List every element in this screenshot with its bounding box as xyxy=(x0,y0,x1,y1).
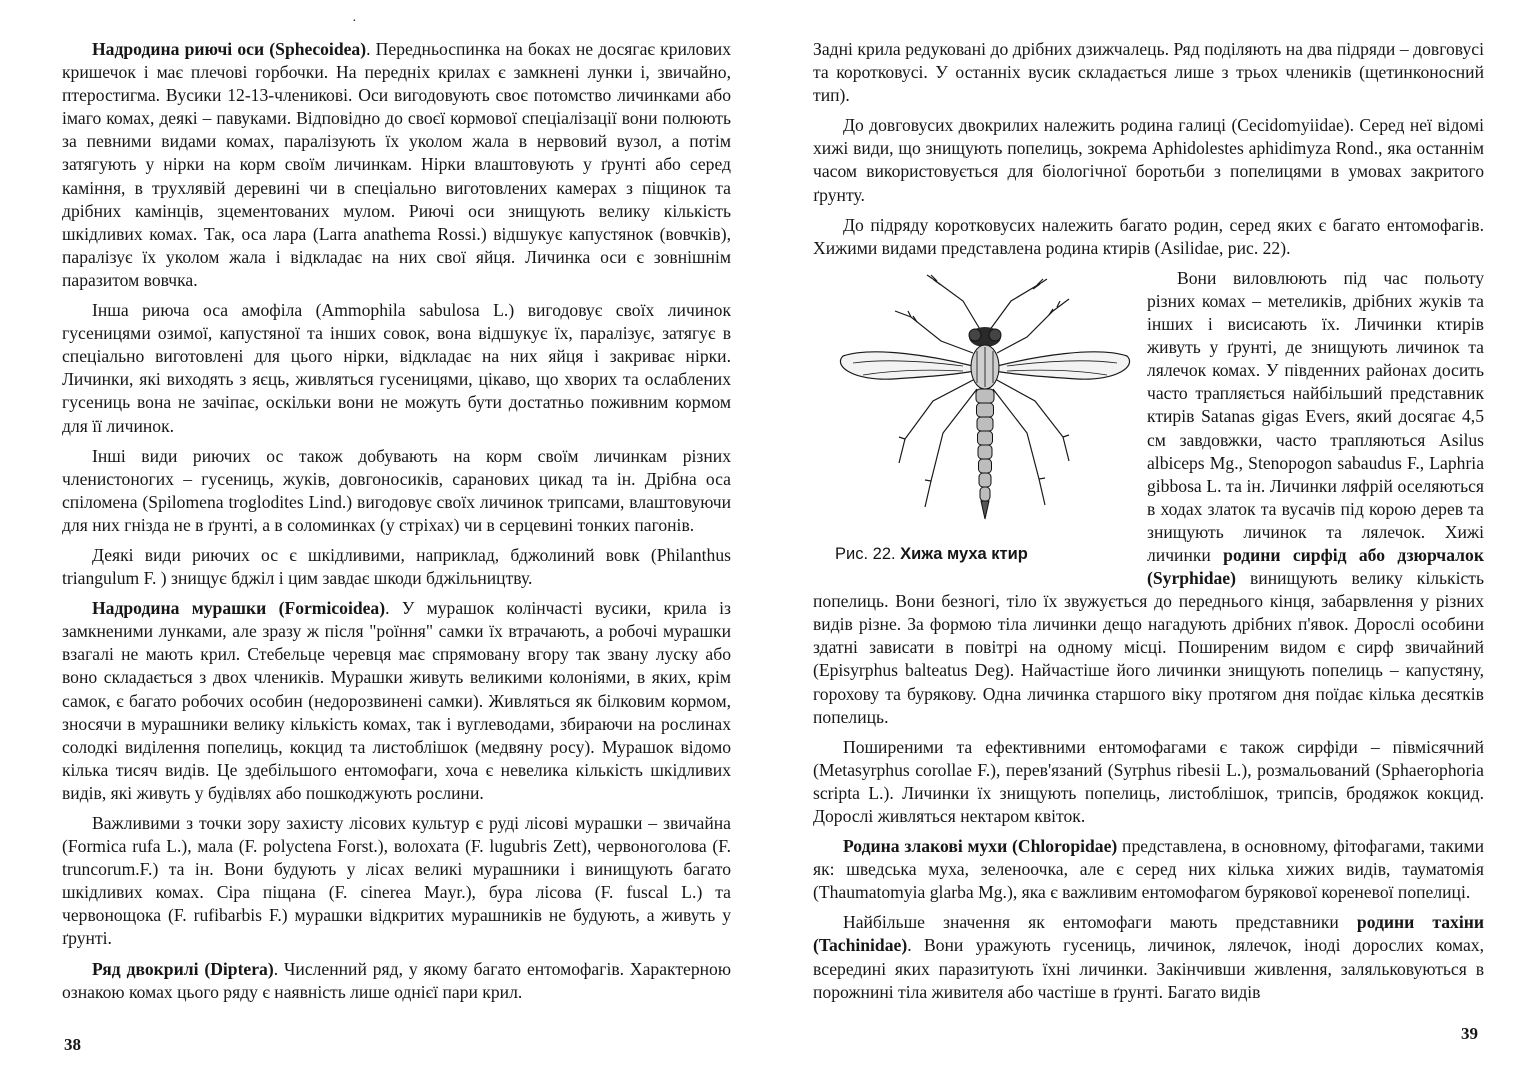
print-mark: · xyxy=(352,14,357,29)
paragraph: Задні крила редуковані до дрібних дзижчалець. Ряд поділяють на два підряди – довговусі та коротковусі. У останніх вусик складається лише з трьох члеників (щетинконосний тип). xyxy=(813,39,1484,106)
paragraph: Найбільше значення як ентомофаги мають представники родини тахіни (Tachinidae). Вони уражують гусениць, личинок, лялечок, іноді дорослих комах, всередині яких паразитують їхні личинки. Закінчивши живлення, заляльковуються в порожнині тіла живителя або частіше в ґрунті. Багато видів xyxy=(813,912,1484,1002)
paragraph: Вони виловлюють під час польоту різних комах – метеликів, дрібних жуків та інших і висисають їх. Личинки ктирів живуть у ґрунті, де знищують личинок та лялечок комах. У південних районах досить часто трапляється найбільший представник ктирів Satanas gigas Evers, який досягає 4,5 см завдовжки, часто трапляються Asilus albiceps Mg., Stenopogon sabaudus F., Laphria gibbosa L. та ін. Личинки ляфрій оселяються в ходах златок та вусачів під корою дерев та знищують личинок та лялечок. Хижі личинки родини сирфід або дзюрчалок (Syrphidae) винищують велику кількість попелиць. Вони безногі, тіло їх звужується до переднього кінця, забарвлення у різних видів різне. За формою тіла личинки дещо нагадують дрібних п'явок. Дорослі особини здатні зависати в повітрі на одному місці. Поширеним видом є сирф звичайний (Episyrphus balteatus Deg). Найчастіше його личинки знищують попелиць – капустяну, горохову та бурякову. Одна личинка старшого віку протягом дня поїдає кілька десятків попелиць. xyxy=(813,267,1484,727)
paragraph: Деякі види риючих ос є шкідливими, наприклад, бджолиний вовк (Philanthus triangulum F. ) знищує бджіл і цим завдає шкоди бджільництву. xyxy=(62,544,731,589)
paragraph: Інші види риючих ос також добувають на корм своїм личинкам різних членистоногих – гусениць, жуків, довгоносиків, саранових цикад та ін. Дрібна оса спіломена (Spilomena troglodites Lind.) вигодовує своїх личинок трипсами, влаштовуючи для них гнізда не в ґрунті, а в соломинках (у стріхах) чи в серцевині тонких пагонів. xyxy=(62,445,731,535)
page-number: 39 xyxy=(1461,1024,1478,1043)
figure-robber-fly xyxy=(813,271,1133,571)
paragraph: Ряд двокрилі (Diptera). Численний ряд, у якому багато ентомофагів. Характерною ознакою комах цього ряду є наявність лише однієї пари крил. xyxy=(62,958,731,1002)
paragraph: Надродина мурашки (Formicoidea). У мурашок колінчасті вусики, крила із замкненими лунками, але зразу ж після "роїння" самки їх втрачають, а робочі мурашки взагалі не мають крил. Стебельце черевця має спрямовану вгору так звану луску або воно складається з двох члеників. Мурашки живуть великими колоніями, в яких, крім самок, є багато робочих особин (недорозвинені самки). Живляться як білковим кормом, зносячи в мурашники велику кількість комах, так і вуглеводами, збираючи на рослинах солодкі виділення попелиць, кокцид та листоблішок (медвяну росу). Мурашок відомо кілька тисяч видів. Це здебільшого ентомофаги, хоча є невелика кількість шкідливих видів, які живуть у будівлях або пошкоджують рослини. xyxy=(62,598,732,803)
paragraph: Поширеними та ефективними ентомофагами є також сирфіди – півмісячний (Metasyrphus corollae F.), перев'язаний (Syrphus ribesii L.), розмальований (Sphaerophoria scripta L.). Личинки їх знищують попелиць, листоблішок, трипсів, бродяжок кокцид. Дорослі живляться нектаром квіток. xyxy=(813,736,1484,826)
robber-fly-illustration-icon xyxy=(813,271,1133,541)
right-page xyxy=(761,0,1522,1088)
right-page-text xyxy=(813,38,1484,1004)
paragraph: Родина злакові мухи (Chloropidae) представлена, в основному, фітофагами, такими як: шведська муха, зеленоочка, але є серед них кілька хижих видів, тауматомія (Thaumatomyia glarba Mg.), яка є важливим ентомофагом бурякової кореневої попелиці. xyxy=(813,836,1484,903)
figure-caption: Рис. 22. Хижа муха ктир xyxy=(835,544,1028,563)
paragraph: Важливими з точки зору захисту лісових культур є руді лісові мурашки – звичайна (Formica rufa L.), мала (F. polyctena Forst.), волохата (F. lugubris Zett), червоноголова (F. truncorum.F.) та ін. Вони будують у лісах великі мурашники і винищують багато шкідливих комах. Сіра піщана (F. cinerea Mayr.), бура лісова (F. fuscal L.) та червонощока (F. rufibarbis F.) мурашки відкритих мурашників не будують, а живуть у ґрунті. xyxy=(62,813,731,949)
paragraph: Надродина риючі оси (Sphecoidea). Передньоспинка на боках не досягає крилових кришечок і має плечові горбочки. На передніх крилах є замкнені лунки і, звичайно, птеростигма. Вусики 12-13-членикові. Оси вигодовують своє потомство личинками або імаго комах, деякі – павуками. Відповідно до своєї кормової спеціалізації вони полюють за певними видами комах, паралізують їх уколом жала в нервовий вузол, а потім затягують у нірки на корм своїм личинкам. Нірки влаштовують у ґрунті або серед каміння, в трухлявій деревині чи в спеціально виготовлених камерах з піщинок та дрібних камінців, зцементованих мулом. Риючі оси знищують велику кількість шкідливих комах. Так, оса лара (Larra anathema Rossi.) відшукує капустянок (вовчків), паралізує їх уколом жала і відкладає на них свої яйця. Личинка оси є зовнішнім паразитом вовчка. xyxy=(62,39,731,290)
left-page-text xyxy=(62,38,731,1004)
paragraph: До довговусих двокрилих належить родина галиці (Cecidomyiidae). Серед неї відомі хижі види, що знищують попелиць, зокрема Aphidolestes aphidimyza Rond., яка останнім часом використовується для біологічної боротьби з попелицями в умовах закритого ґрунту. xyxy=(813,115,1484,205)
paragraph: До підряду коротковусих належить багато родин, серед яких є багато ентомофагів. Хижими видами представлена родина ктирів (Asilidae, рис. 22). xyxy=(813,214,1484,258)
page-number: 38 xyxy=(64,1035,81,1054)
paragraph: Інша риюча оса амофіла (Ammophila sabulosa L.) вигодовує своїх личинок гусеницями озимої, капустяної та інших совок, вона відшукує їх, паралізує, затягує в спеціально виготовлені для цього нірки, відкладає на них яйця і закриває нірки. Личинки, які виходять з яєць, живляться гусеницями, цікаво, що хворих та ослаблених гусениць вона не зачіпає, оскільки вони не можуть бути достатньо поживним кормом для її личинок. xyxy=(62,300,731,436)
